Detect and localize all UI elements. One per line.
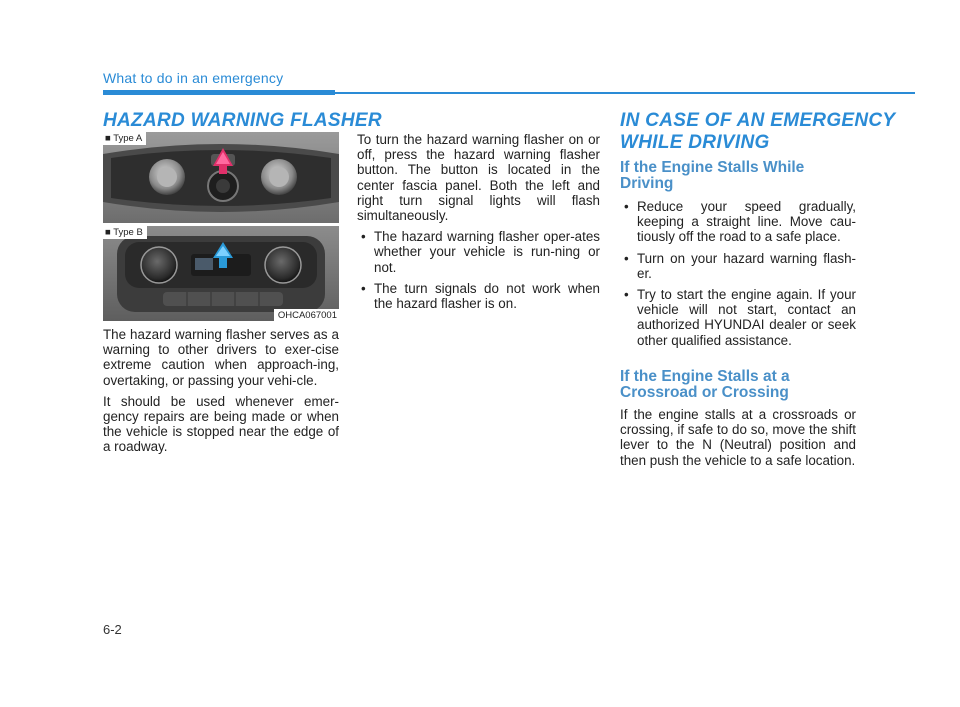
right-paragraph-body	[620, 407, 856, 474]
left-body	[103, 327, 339, 461]
middle-paragraph: To turn the hazard warning flasher on or off, press the hazard warning flasher button. The button is located in the center fascia panel. Both the left and right turn signal lights will flash simultaneously.	[357, 132, 600, 224]
hazard-title: HAZARD WARNING FLASHER	[103, 110, 382, 131]
list-item: • Turn on your hazard warning flash-er.	[620, 251, 856, 281]
type-b-label: ■ Type B	[103, 226, 147, 239]
stall-driving-heading-line2: Driving	[620, 175, 674, 192]
section-header: What to do in an emergency	[103, 70, 284, 86]
stall-crossing-heading-line1: If the Engine Stalls at a	[620, 368, 790, 385]
emergency-title-line1: IN CASE OF AN EMERGENCY	[620, 110, 896, 131]
list-item: • The turn signals do not work when the hazard flasher is on.	[357, 281, 600, 311]
stall-driving-heading-line1: If the Engine Stalls While	[620, 159, 805, 176]
type-b-panel-illustration	[103, 226, 339, 321]
photo-type-a	[103, 132, 339, 223]
emergency-title-line2: WHILE DRIVING	[620, 132, 770, 153]
stall-crossing-heading-line2: Crossroad or Crossing	[620, 384, 789, 401]
header-rule-thick	[103, 90, 335, 95]
list-item: • Reduce your speed gradually, keeping a straight line. Move cau-tiously off the road to a safe place.	[620, 199, 856, 245]
left-paragraph-1: The hazard warning flasher serves as a warning to other drivers to exer-cise extreme caution when approach-ing, overtaking, or passing your vehi-cle.	[103, 327, 339, 388]
right-bullets-body	[620, 199, 856, 354]
photo-type-b	[103, 226, 339, 321]
type-a-label: ■ Type A	[103, 132, 146, 145]
header-rule-thin	[335, 92, 915, 94]
type-a-panel-illustration	[103, 132, 339, 223]
image-code-label: OHCA067001	[274, 309, 339, 321]
middle-bullet-list	[357, 229, 600, 311]
page-number: 6-2	[103, 622, 122, 637]
left-paragraph-2: It should be used whenever emer-gency repairs are being made or when the vehicle is stopped near the edge of a roadway.	[103, 393, 339, 455]
stall-crossing-paragraph: If the engine stalls at a crossroads or crossing, if safe to do so, move the shift lever to the N (Neutral) position and then push the vehicle to a safe location.	[620, 407, 856, 468]
list-item: • The hazard warning flasher oper-ates whether your vehicle is run-ning or not.	[357, 229, 600, 275]
hazard-figure	[103, 132, 339, 321]
list-item: • Try to start the engine again. If your vehicle will not start, contact an authorized HYUNDAI dealer or seek other qualified assistance.	[620, 287, 856, 348]
middle-body	[357, 132, 600, 317]
right-bullet-list	[620, 199, 856, 348]
